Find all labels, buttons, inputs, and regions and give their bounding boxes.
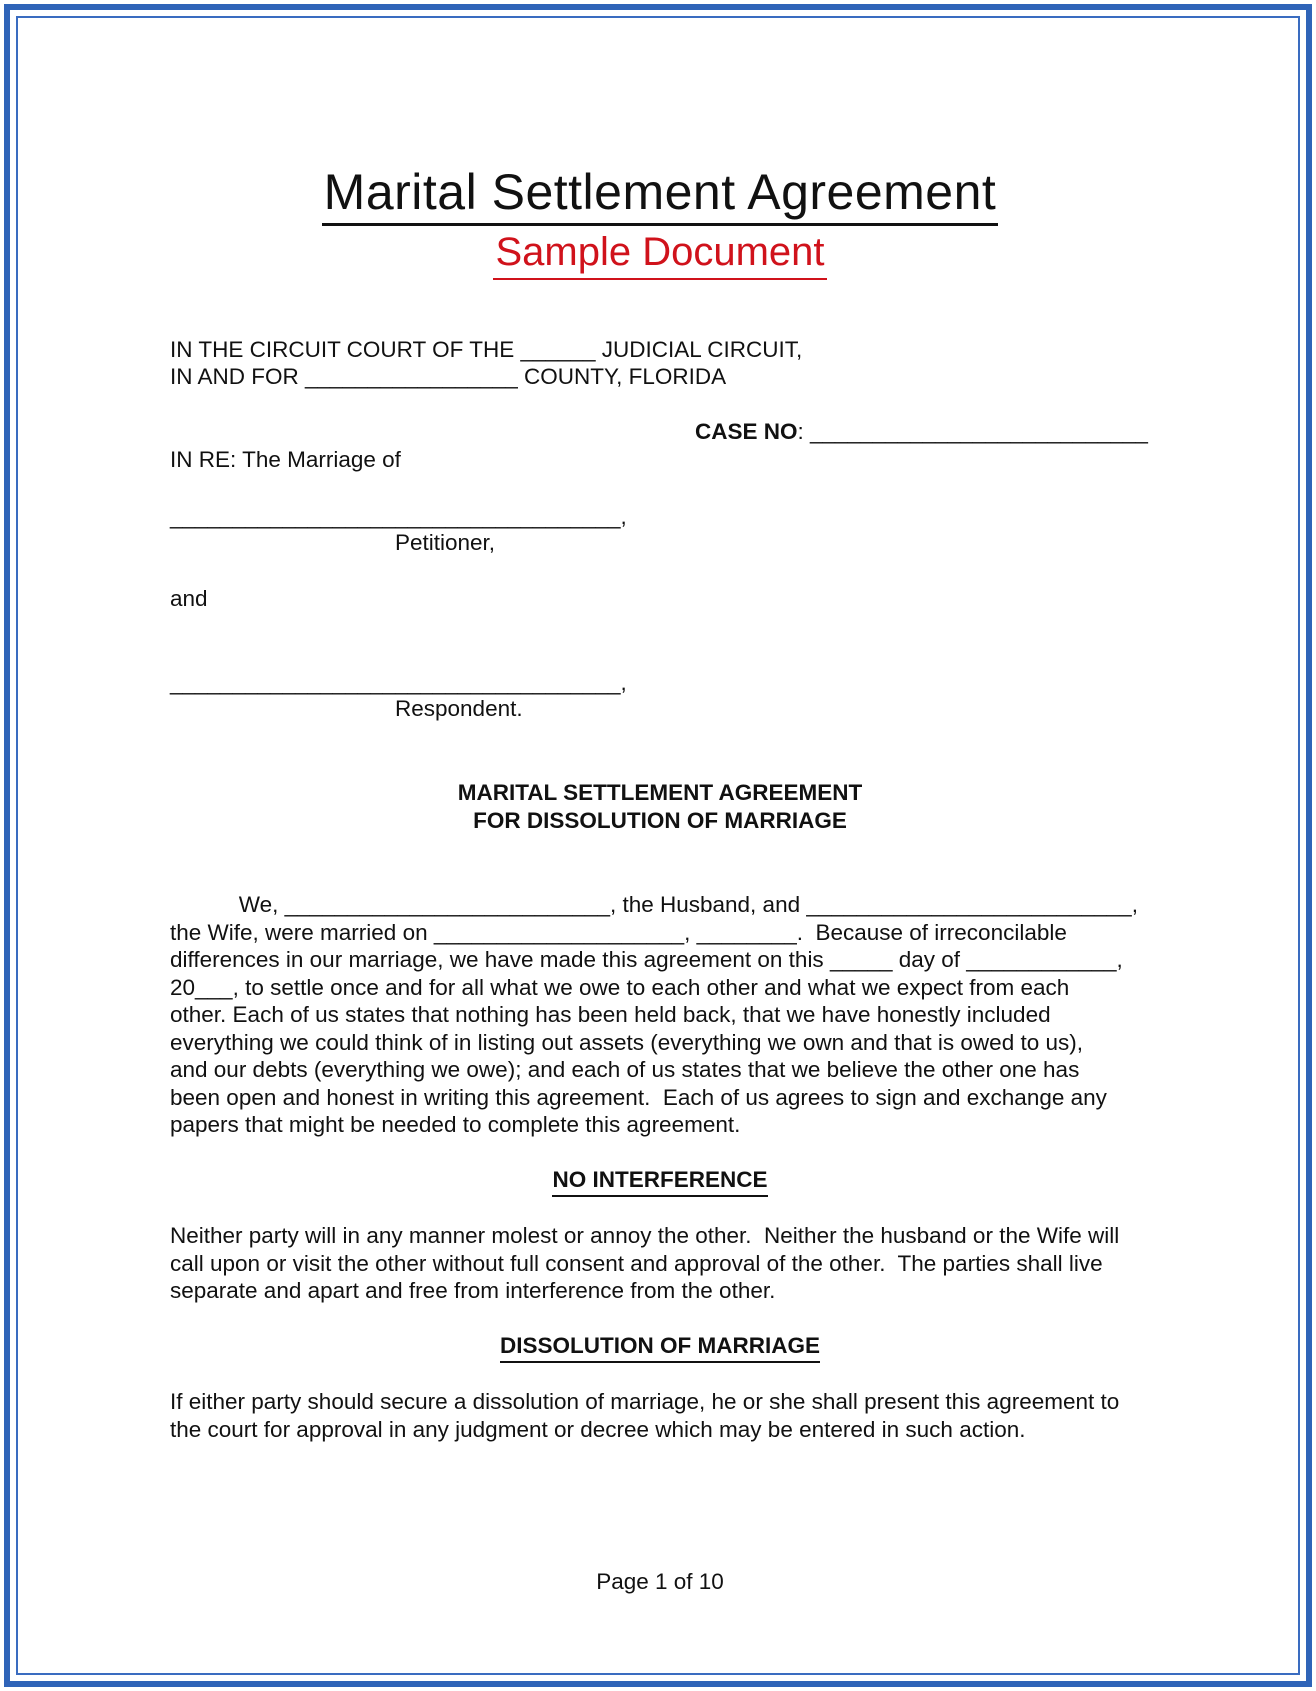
intro-paragraph — [170, 891, 1150, 1139]
petitioner-name-line: ____________________________________, — [170, 504, 627, 529]
intro-line: everything we could think of in listing out assets (everything we own and that is owed to us), — [170, 1029, 1083, 1055]
intro-line: papers that might be needed to complete this agreement. — [170, 1112, 741, 1137]
section-line: separate and apart and free from interference from the other. — [170, 1278, 776, 1303]
intro-line: and our debts (everything we owe); and each of us states that we believe the other one has — [170, 1057, 1080, 1082]
court-line-1: IN THE CIRCUIT COURT OF THE ______ JUDICIAL CIRCUIT, — [170, 337, 803, 362]
respondent-label: Respondent. — [395, 696, 523, 721]
and-text: and — [170, 586, 208, 611]
agreement-heading — [170, 779, 1150, 834]
petitioner-label: Petitioner, — [395, 530, 496, 555]
document-page — [170, 150, 1150, 1594]
in-re-line: IN RE: The Marriage of — [170, 447, 401, 472]
intro-line: the Wife, were married on ____________________, ________. Because of irreconcilable — [170, 919, 1067, 945]
agreement-heading-line-2: FOR DISSOLUTION OF MARRIAGE — [473, 807, 847, 833]
intro-line: been open and honest in writing this agreement. Each of us agrees to sign and exchange any — [170, 1084, 1107, 1110]
case-number — [695, 418, 1148, 446]
section-no-interference-body — [170, 1222, 1150, 1305]
section-line: If either party should secure a dissolution of marriage, he or she shall present this agreement to — [170, 1389, 1120, 1414]
respondent-name-line: ____________________________________, — [170, 670, 627, 695]
section-heading-dissolution: DISSOLUTION OF MARRIAGE — [500, 1332, 820, 1363]
intro-line: 20___, to settle once and for all what we owe to each other and what we expect from each — [170, 974, 1070, 1000]
document-subtitle: Sample Document — [493, 230, 826, 280]
intro-line: differences in our marriage, we have made this agreement on this _____ day of ____________, — [170, 947, 1123, 972]
court-line-2: IN AND FOR _________________ COUNTY, FLORIDA — [170, 364, 727, 389]
title-block — [170, 163, 1150, 280]
intro-line: other. Each of us states that nothing has been held back, that we have honestly included — [170, 1002, 1051, 1027]
case-no-field: : ___________________________ — [797, 419, 1148, 444]
section-dissolution-body — [170, 1388, 1150, 1443]
section-line: Neither party will in any manner molest or annoy the other. Neither the husband or the Wife will — [170, 1223, 1120, 1248]
document-title: Marital Settlement Agreement — [322, 163, 999, 226]
section-line: call upon or visit the other without full consent and approval of the other. The parties shall live — [170, 1250, 1103, 1276]
section-heading-no-interference: NO INTERFERENCE — [552, 1166, 767, 1197]
intro-line: We, __________________________, the Husband, and __________________________, — [170, 892, 1138, 917]
section-line: the court for approval in any judgment or decree which may be entered in such action. — [170, 1416, 1026, 1442]
section-no-interference — [170, 1166, 1150, 1197]
section-dissolution — [170, 1332, 1150, 1363]
page-footer: Page 1 of 10 — [596, 1569, 724, 1594]
agreement-heading-line-1: MARITAL SETTLEMENT AGREEMENT — [457, 780, 863, 805]
case-no-label: CASE NO — [695, 419, 798, 444]
